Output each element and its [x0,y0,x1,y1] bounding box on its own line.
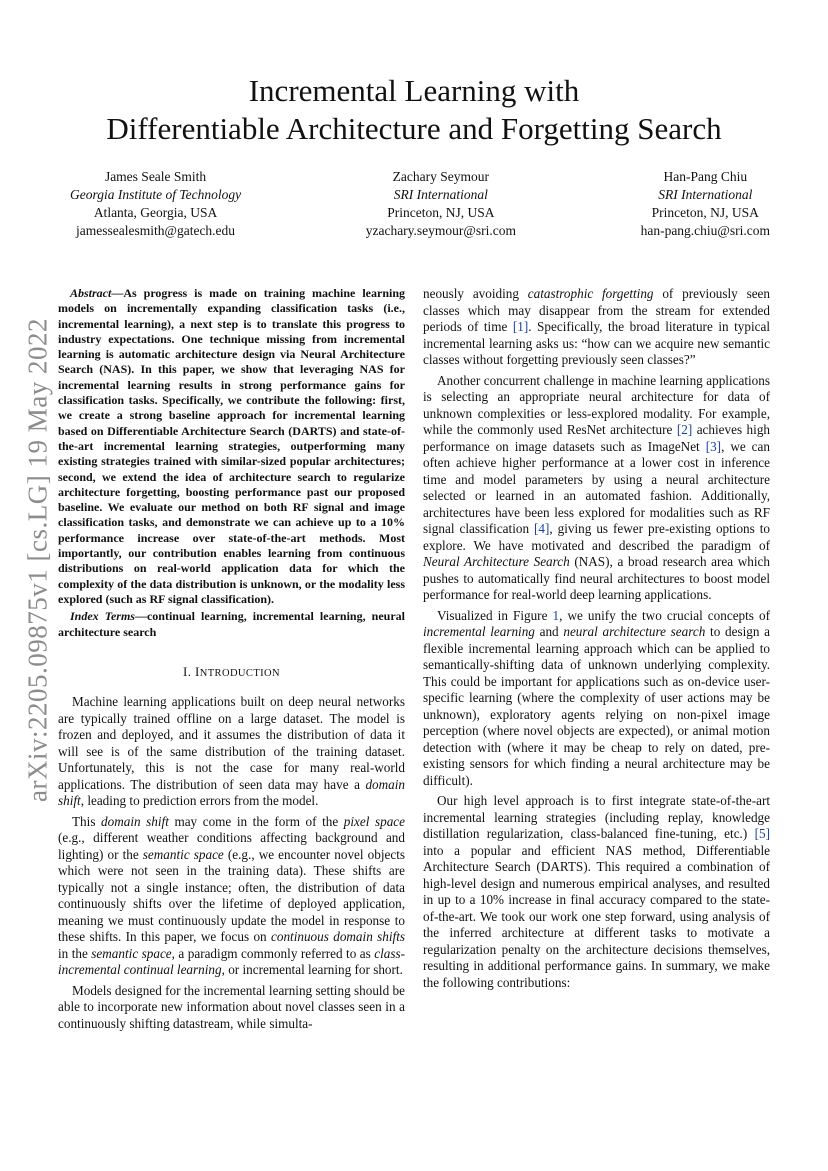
author-name: Han-Pang Chiu [663,169,748,184]
author-1 [70,168,241,240]
author-email: yzachary.seymour@sri.com [365,223,516,238]
citation-link[interactable]: [4] [534,521,550,536]
citation-link[interactable]: [3] [705,438,722,454]
intro-paragraph-7: Our high level approach is to first integrate state-of-the-art incremental learning strategies (including replay, knowledge distillation regularization, class-balanced fine-tuning, etc.) [5] into a popular and efficient NAS method, Differentiable Architecture Search (DARTS). This required a combination of high-level design and numerous empirical analyses, and resulted in up to a 10% increase in final accuracy compared to the state-of-the-art. We took our work one step forward, using analysis of the inferred architecture at different tasks to motivate a regularization penalty on the architecture decisions themselves, resulting in additional performance gains. In summary, we make the following contributions: [423,793,770,990]
abstract-label: Abstract [70,286,112,300]
right-column [423,286,770,991]
citation-link[interactable]: [1] [512,319,529,334]
section-heading-introduction: I. INTRODUCTION [182,663,280,679]
author-affiliation: Georgia Institute of Technology [70,187,242,202]
author-name: Zachary Seymour [392,169,490,184]
author-name: James Seale Smith [104,169,207,184]
paper-title [0,72,828,148]
index-terms [58,609,405,640]
abstract [58,286,405,607]
intro-paragraph-2: This domain shift may come in the form of the pixel space (e.g., different weather conditions affecting background and lighting) or the semantic space (e.g., we encounter novel objects which were not seen in the training data). These shifts are typically not a single instance; often, the distribution of data continuously shifts over the lifetime of deployed application, meaning we must continuously update the model in response to these shifts. In this paper, we focus on continuous domain shifts in the semantic space, a paradigm commonly referred to as class-incremental continual learning, or incremental learning for short. [58,813,406,978]
abstract-text: —As progress is made on training machine learning models on incrementally expanding classification tasks (i.e., incremental learning), a next step is to translate this progress to industry expectations. One technique missing from incremental learning is automatic architecture design via Neural Architecture Search (NAS). In this paper, we show that leveraging NAS for incremental learning results in strong performance gains for classification tasks. Specifically, we contribute the following: first, we create a strong baseline approach for incremental learning based on Differentiable Architecture Search (DARTS) and state-of-the-art incremental learning strategies, outperforming many existing strategies trained with similar-sized popular architectures; second, we extend the idea of architecture search to regularize architecture forgetting, boosting performance past our proposed baseline. We evaluate our method on both RF signal and image classification tasks, and demonstrate we can achieve up to a 10% performance increase over state-of-the-art methods. Most importantly, our contribution enables learning from continuous distributions on real-world application data for which the complexity of the data distribution is unknown, or the modality less explored (such as RF signal classification). [58,286,405,606]
index-terms-label: Index Terms [70,609,135,624]
author-email: jamessealesmith@gatech.edu [76,223,236,238]
intro-paragraph-4: neously avoiding catastrophic forgetting of previously seen classes which may disappear from the stream for extended periods of time [1]. Specifically, the broad literature in typical incremental learning asks us: “how can we acquire new semantic classes without forgetting previously seen classes?” [423,286,771,367]
intro-paragraph-5: Another concurrent challenge in machine learning applications is selecting an appropriate neural architecture for data of unknown complexities or less-explored modality. For example, while the commonly used ResNet architecture [2] achieves high performance on image datasets such as ImageNet [3], we can often achieve higher performance at a lower cost in inference time and model parameters by using a neural architecture selected or learned in an automated fashion. Additionally, architectures have been less explored for modalities such as RF signal classification [4], giving us fewer pre-existing options to explore. We have motivated and described the paradigm of Neural Architecture Search (NAS), a broad research area which pushes to automatically find neural architectures to boost model performance for real-world deep learning applications. [423,372,771,602]
author-location: Atlanta, Georgia, USA [93,205,218,220]
citation-link[interactable]: [5] [754,826,770,841]
intro-paragraph-6: Visualized in Figure 1, we unify the two crucial concepts of incremental learning and neural architecture search to design a flexible incremental learning approach which can be applied to semantically-shifting data of unknown underlying complexity. This could be important for applications such as on-device user-specific learning (where the complexity of user actions may be unknown), exploratory agents relying on non-pixel image perception (where novel objects are expected), or animal motion detection with (where it may be cheap to rely on dated, pre-existing sensors for which finding a neural architecture may be difficult). [423,607,771,788]
figure-link[interactable]: 1 [552,607,560,623]
citation-link[interactable]: [2] [676,422,693,437]
left-column [58,286,405,1032]
index-terms-text: —continual learning, incremental learning, neural architecture search [58,609,405,639]
intro-paragraph-3: Models designed for the incremental learning setting should be able to incorporate new information about novel classes seen in a continuously shifting datastream, while simulta- [58,982,405,1031]
arxiv-side-stamp: arXiv:2205.09875v1 [cs.LG] 19 May 2022 [22,318,53,802]
author-location: Princeton, NJ, USA [387,205,495,220]
author-2 [366,168,516,240]
title-line-2: Differentiable Architecture and Forgetting Search [106,111,722,146]
author-3 [641,168,770,240]
intro-paragraph-1: Machine learning applications built on deep neural networks are typically trained offline on a large dataset. The model is frozen and deployed, and it assumes the distribution of data it will see is of the same distribution of the training dataset. Unfortunately, this is not the case for many real-world applications. The distribution of seen data may have a domain shift, leading to prediction errors from the model. [58,694,405,809]
author-affiliation: SRI International [658,187,753,202]
author-affiliation: SRI International [393,187,488,202]
author-location: Princeton, NJ, USA [651,205,759,220]
title-line-1: Incremental Learning with [248,73,580,108]
author-email: han-pang.chiu@sri.com [640,223,770,238]
author-block [70,168,770,240]
